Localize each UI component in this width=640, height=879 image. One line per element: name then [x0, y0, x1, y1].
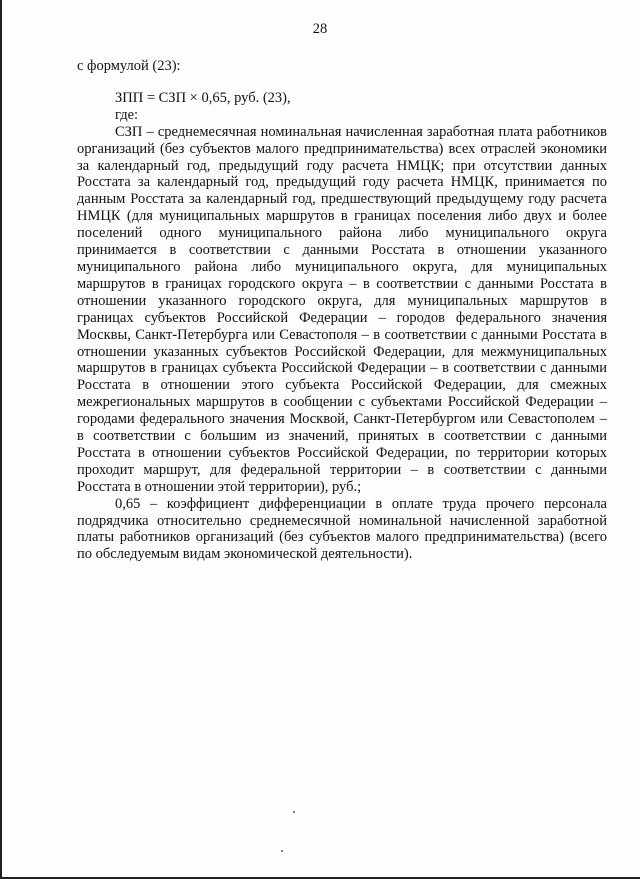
page-number: 28 [312, 21, 328, 37]
scan-speck [293, 811, 295, 813]
document-body [77, 58, 607, 563]
definition-coefficient: 0,65 – коэффициент дифференциации в оплате труда прочего персонала подрядчика относительно среднемесячной номинальной начисленной заработной платы работников организаций (без субъектов малого предпринимательства) (всего по обследуемым видам экономической деятельности). [77, 495, 607, 563]
definition-szp: СЗП – среднемесячная номинальная начисленная заработная плата работников организаций (без субъектов малого предпринимательства) всех отраслей экономики за календарный год, предыдущий году расчета НМЦК; при отсутствии данных Росстата за календарный год, предыдущий году расчета НМЦК, принимается по данным Росстата за календарный год, предшествующий предыдущему году расчета НМЦК (для муниципальных маршрутов в границах поселения либо двух и более поселений одного муниципального района либо муниципального округа принимается в соответствии с данными Росстата в отношении указанного муниципального района либо муниципального округа, для муниципальных маршрутов в границах городского округа – в соответствии с данными Росстата в отношении указанного городского округа, для муниципальных маршрутов в границах субъектов Российской Федерации – городов федерального значения Москвы, Санкт-Петербурга или Севастополя – в соответствии с данными Росстата в отношении указанных субъектов Российской Федерации, для межмуниципальных маршрутов в границах субъекта Российской Федерации – в соответствии с данными Росстата в отношении этого субъекта Российской Федерации, для смежных межрегиональных маршрутов в сообщении с субъектами Российской Федерации – городами федерального значения Москвой, Санкт-Петербургом или Севастополем – в соответствии с большим из значений, принятых в соответствии с данными Росстата в отношении субъектов Российской Федерации, по территории которых проходит маршрут, для федеральной территории – в соответствии с данными Росстата в отношении этой территории), руб.; [77, 123, 607, 495]
where-label: где: [115, 106, 139, 123]
formula-23: ЗПП = СЗП × 0,65, руб. (23), [115, 89, 291, 106]
scan-edge-left [0, 0, 2, 879]
intro-text: с формулой (23): [77, 58, 181, 74]
scan-speck [281, 850, 283, 852]
